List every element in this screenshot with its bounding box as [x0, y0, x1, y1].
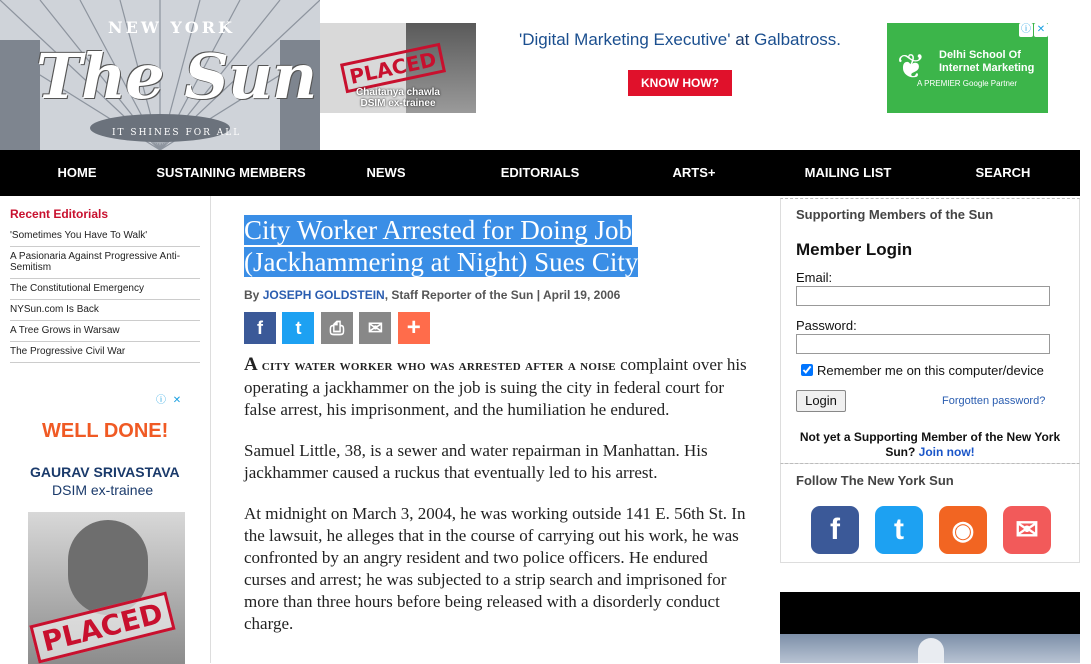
twitter-icon[interactable]: t	[875, 506, 923, 554]
login-button[interactable]: Login	[796, 390, 846, 412]
article-headline: City Worker Arrested for Doing Job (Jackhammering at Night) Sues City	[244, 215, 639, 277]
ad-trainee-sub: DSIM ex-trainee	[52, 482, 154, 498]
remember-me: Remember me on this computer/device	[801, 363, 1044, 378]
know-how-button[interactable]: KNOW HOW?	[628, 70, 732, 96]
nav-editorials[interactable]: EDITORIALS	[500, 165, 580, 180]
supporting-members-title: Supporting Members of the Sun	[796, 207, 994, 222]
article-byline: By JOSEPH GOLDSTEIN, Staff Reporter of the Sun | April 19, 2006	[244, 288, 621, 302]
article-body	[244, 354, 749, 635]
ad-photo	[28, 512, 185, 664]
masthead-new-york: NEW YORK	[108, 18, 235, 37]
article-paragraph: A city water worker who was arrested after a noise complaint over his operating a jackhammer on the job is suing the city in federal court for false arrest, his imprisonment, and the humiliation he endured.	[244, 354, 747, 419]
article-paragraph: Samuel Little, 38, is a sewer and water repairman in Manhattan. His jackhammer caused a ruckus that eventually led to his arrest.	[244, 441, 708, 482]
nav-news[interactable]: NEWS	[366, 165, 406, 180]
more-share-icon[interactable]: +	[398, 312, 430, 344]
article-paragraph: At midnight on March 3, 2004, he was working outside 141 E. 56th St. In the lawsuit, he alleges that in the course of carrying out his work, he was confronted by an angry resident and two police officers. He endured curses and arrest; he was subjected to a strip search and imprisoned for more than three hours before being released with a disorderly conduct charge.	[244, 504, 746, 633]
capitol-dome-graphic	[918, 638, 944, 663]
leaf-icon: ❦	[897, 48, 926, 86]
editorial-link[interactable]: The Progressive Civil War	[10, 342, 200, 363]
ad-partner-text: A PREMIER Google Partner	[917, 79, 1018, 88]
ad-capitol-banner[interactable]	[780, 592, 1080, 663]
adchoices-icon[interactable]: ⓘ	[1021, 24, 1031, 35]
placed-stamp: PLACED	[29, 592, 175, 664]
ad-banner-galbatross[interactable]	[496, 30, 864, 100]
remember-me-checkbox[interactable]	[801, 364, 813, 376]
ad-school-name: Delhi School Of Internet Marketing	[939, 49, 1035, 74]
right-sidebar	[780, 198, 1080, 663]
nav-search[interactable]: SEARCH	[975, 165, 1031, 180]
ad-close-icon[interactable]: ✕	[1034, 23, 1048, 37]
editorial-link[interactable]: NYSun.com Is Back	[10, 300, 200, 321]
print-icon[interactable]: ⎙	[321, 312, 353, 344]
email-field[interactable]	[796, 286, 1050, 306]
nav-arts[interactable]: ARTS+	[672, 165, 716, 180]
masthead-the-sun: The Sun	[36, 40, 317, 113]
ad-trainee-name: GAURAV SRIVASTAVA	[30, 464, 180, 480]
article	[244, 214, 749, 654]
placed-stamp: PLACED	[340, 43, 446, 94]
email-label: Email:	[796, 270, 833, 285]
masthead-motto: IT SHINES FOR ALL	[112, 128, 242, 138]
left-sidebar	[0, 196, 211, 663]
join-now-link[interactable]: Join now!	[918, 445, 975, 459]
twitter-share-icon[interactable]: t	[282, 312, 314, 344]
ad-close-icon[interactable]: ✕	[170, 394, 184, 408]
facebook-share-icon[interactable]: f	[244, 312, 276, 344]
nav-home[interactable]: HOME	[57, 165, 97, 180]
follow-title: Follow The New York Sun	[796, 473, 954, 488]
ad-trainee-name: Chaitanya chawla DSIM ex-trainee	[356, 87, 440, 109]
ad-banner-placed[interactable]	[320, 23, 476, 113]
join-prompt: Not yet a Supporting Member of the New York Sun? Join now!	[799, 430, 1061, 459]
password-field[interactable]	[796, 334, 1050, 354]
editorial-link[interactable]: A Pasionaria Against Progressive Anti-Semitism	[10, 247, 200, 279]
ad-title: 'Digital Marketing Executive' at Galbatross.	[518, 30, 842, 49]
facebook-icon[interactable]: f	[811, 506, 859, 554]
ad-well-done: WELL DONE!	[42, 420, 169, 442]
follow-panel	[780, 463, 1080, 563]
adchoices-icon[interactable]: ⓘ	[156, 395, 166, 406]
ad-sidebar-placed[interactable]	[10, 394, 185, 664]
recent-editorials-list	[10, 226, 200, 363]
editorial-link[interactable]: A Tree Grows in Warsaw	[10, 321, 200, 342]
editorial-link[interactable]: 'Sometimes You Have To Walk'	[10, 226, 200, 247]
main-nav	[0, 150, 1080, 196]
nav-sustaining-members[interactable]: SUSTAINING MEMBERS	[156, 165, 306, 180]
member-login-title: Member Login	[796, 240, 913, 259]
nav-mailing-list[interactable]: MAILING LIST	[804, 165, 892, 180]
password-label: Password:	[796, 318, 857, 333]
email-icon[interactable]: ✉	[1003, 506, 1051, 554]
recent-editorials-title: Recent Editorials	[10, 207, 109, 221]
email-share-icon[interactable]: ✉	[359, 312, 391, 344]
rss-icon[interactable]: ◉	[939, 506, 987, 554]
author-link[interactable]: JOSEPH GOLDSTEIN	[262, 288, 385, 302]
forgot-password-link[interactable]: Forgotten password?	[942, 395, 1046, 407]
share-bar	[244, 312, 749, 344]
masthead-logo[interactable]	[0, 0, 320, 150]
editorial-link[interactable]: The Constitutional Emergency	[10, 279, 200, 300]
member-login-panel	[780, 198, 1080, 464]
